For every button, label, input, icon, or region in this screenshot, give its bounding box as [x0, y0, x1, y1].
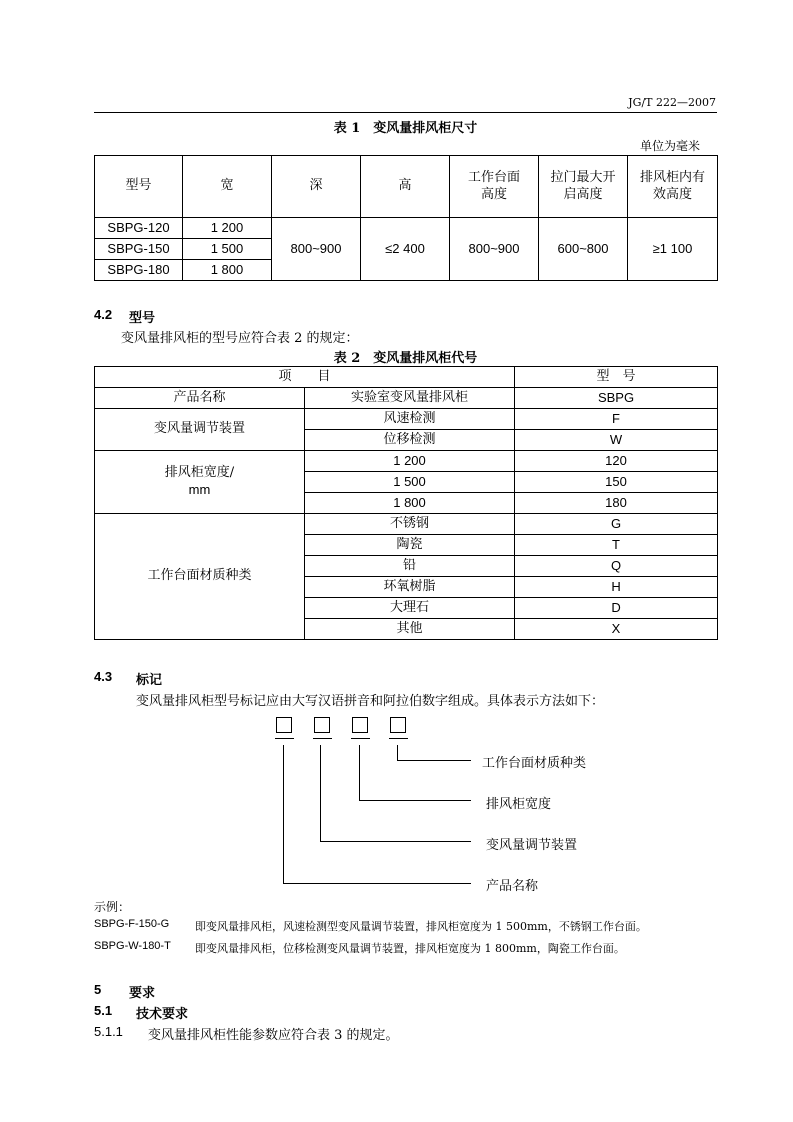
t2-material-name: 其他: [305, 619, 515, 640]
diagram-label-material: 工作台面材质种类: [482, 756, 587, 771]
document-number: JG/T 222—2007: [628, 96, 716, 109]
t1-width: 1 800: [183, 260, 272, 281]
t1-worktop: 800~900: [450, 218, 539, 281]
section-4-3-number: 4.3: [94, 669, 113, 684]
t2-regulator-name: 风速检测: [305, 409, 515, 430]
example-description: 即变风量排风柜，风速检测型变风量调节装置，排风柜宽度为 1 500mm，不锈钢工作台面。: [195, 920, 647, 933]
t2-product-label: 产品名称: [95, 388, 305, 409]
t2-head-item: 项 目: [95, 367, 515, 388]
t2-regulator-code: W: [515, 430, 718, 451]
section-5-1-1-text: 变风量排风柜性能参数应符合表 3 的规定。: [148, 1028, 399, 1043]
example-title: 示例：: [94, 900, 131, 914]
underline-width: [351, 738, 370, 739]
t2-material-code: D: [515, 598, 718, 619]
t1-inner: ≥1 100: [628, 218, 718, 281]
table1-unit: 单位为毫米: [639, 139, 700, 153]
t2-material-code: X: [515, 619, 718, 640]
table1: [94, 155, 718, 281]
leader-width-vertical: [359, 745, 360, 801]
t2-material-name: 铅: [305, 556, 515, 577]
t2-product-value: 实验室变风量排风柜: [305, 388, 515, 409]
table2: [94, 366, 718, 640]
leader-regulator-horizontal: [320, 841, 471, 842]
t1-depth: 800~900: [272, 218, 361, 281]
section-4-3-title: 标记: [136, 672, 163, 687]
t2-width-label-line1: 排风柜宽度/: [164, 465, 235, 481]
leader-width-horizontal: [359, 800, 471, 801]
t1-head-door: 拉门最大开启高度: [539, 156, 628, 218]
t2-head-code: 型 号: [515, 367, 718, 388]
leader-product-horizontal: [283, 883, 471, 884]
underline-product: [275, 738, 294, 739]
t1-width: 1 200: [183, 218, 272, 239]
t1-head-width: 宽: [183, 156, 272, 218]
table1-caption: 表 1 变风量排风柜尺寸: [333, 121, 478, 136]
table2-caption: 表 2 变风量排风柜代号: [333, 351, 478, 366]
diagram-label-width: 排风柜宽度: [486, 797, 552, 812]
diagram-label-regulator: 变风量调节装置: [486, 838, 578, 853]
t2-material-name: 陶瓷: [305, 535, 515, 556]
t1-head-inner: 排风柜内有效高度: [628, 156, 718, 218]
t2-material-code: H: [515, 577, 718, 598]
t1-height: ≤2 400: [361, 218, 450, 281]
t2-width-code: 180: [515, 493, 718, 514]
leader-material-vertical: [397, 745, 398, 761]
t2-width-name: 1 500: [305, 472, 515, 493]
t2-material-code: Q: [515, 556, 718, 577]
t2-width-label-line2: mm: [188, 482, 211, 497]
t2-width-code: 150: [515, 472, 718, 493]
t2-product-code: SBPG: [515, 388, 718, 409]
example-code: SBPG-F-150-G: [94, 918, 170, 930]
header-rule: [94, 112, 717, 113]
t1-model: SBPG-180: [95, 260, 183, 281]
section-4-2-text: 变风量排风柜的型号应符合表 2 的规定：: [121, 331, 359, 346]
t2-material-name: 不锈钢: [305, 514, 515, 535]
t2-regulator-label: 变风量调节装置: [95, 409, 305, 451]
section-4-2-number: 4.2: [94, 307, 113, 322]
leader-regulator-vertical: [320, 745, 321, 842]
code-box-product: [276, 717, 292, 733]
section-4-2-title: 型号: [129, 310, 156, 325]
underline-regulator: [313, 738, 332, 739]
t1-model: SBPG-120: [95, 218, 183, 239]
t2-width-code: 120: [515, 451, 718, 472]
section-4-3-text: 变风量排风柜型号标记应由大写汉语拼音和阿拉伯数字组成。具体表示方法如下：: [136, 694, 605, 709]
t1-head-worktop: 工作台面高度: [450, 156, 539, 218]
section-5-1-title: 技术要求: [136, 1006, 189, 1021]
section-5-1-1-number: 5.1.1: [94, 1024, 123, 1039]
t2-width-label: [95, 451, 305, 514]
example-description: 即变风量排风柜，位移检测变风量调节装置，排风柜宽度为 1 800mm，陶瓷工作台面。: [195, 942, 625, 955]
section-5-title: 要求: [129, 985, 156, 1000]
underline-material: [389, 738, 408, 739]
t2-material-label: 工作台面材质种类: [95, 514, 305, 640]
example-code: SBPG-W-180-T: [94, 940, 171, 952]
t2-material-code: G: [515, 514, 718, 535]
section-5-1-number: 5.1: [94, 1003, 113, 1018]
t1-head-model: 型号: [95, 156, 183, 218]
code-box-material: [390, 717, 406, 733]
t2-width-name: 1 800: [305, 493, 515, 514]
t1-width: 1 500: [183, 239, 272, 260]
t1-head-height: 高: [361, 156, 450, 218]
t2-material-name: 环氧树脂: [305, 577, 515, 598]
section-5-number: 5: [94, 982, 102, 997]
leader-material-horizontal: [397, 760, 471, 761]
leader-product-vertical: [283, 745, 284, 884]
diagram-label-product: 产品名称: [486, 879, 539, 894]
code-box-width: [352, 717, 368, 733]
t2-regulator-name: 位移检测: [305, 430, 515, 451]
t2-width-name: 1 200: [305, 451, 515, 472]
t1-door: 600~800: [539, 218, 628, 281]
code-box-regulator: [314, 717, 330, 733]
t2-material-name: 大理石: [305, 598, 515, 619]
t1-head-depth: 深: [272, 156, 361, 218]
t2-material-code: T: [515, 535, 718, 556]
t2-regulator-code: F: [515, 409, 718, 430]
t1-model: SBPG-150: [95, 239, 183, 260]
